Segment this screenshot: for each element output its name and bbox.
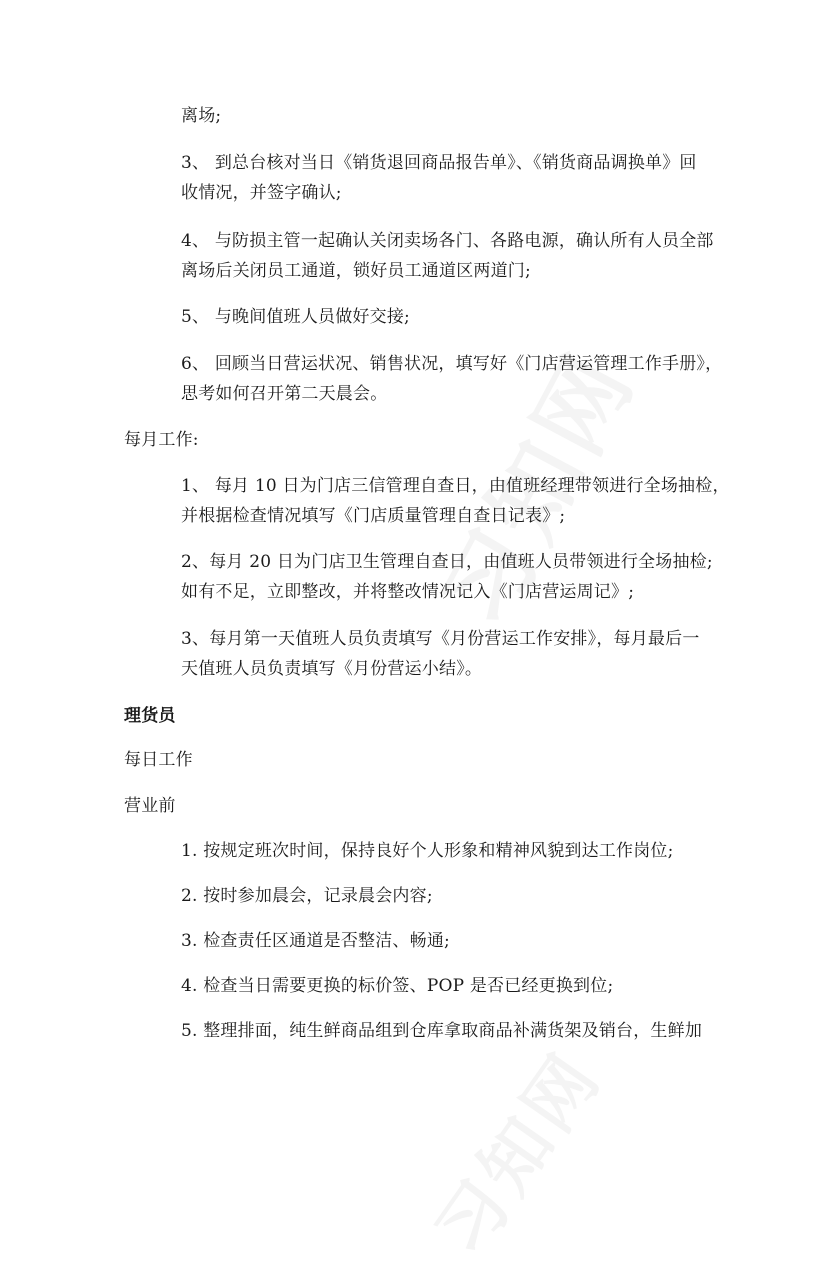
text-line: 3、每月第一天值班人员负责填写《月份营运工作安排》，每月最后一 [181, 629, 700, 649]
text-line: 4、 与防损主管一起确认关闭卖场各门、各路电源，确认所有人员全部 [181, 231, 714, 251]
list-item: 3. 检查责任区通道是否整洁、畅通; [181, 931, 450, 951]
text-line: 收情况，并签字确认; [181, 183, 342, 203]
text-line: 3、 到总台核对当日《销货退回商品报告单》、《销货商品调换单》回 [181, 153, 697, 173]
text-line: 并根据检查情况填写《门店质量管理自查日记表》; [181, 506, 566, 526]
text-line: 天值班人员负责填写《月份营运小结》。 [181, 659, 483, 679]
role-heading: 理货员 [124, 706, 176, 726]
list-item: 2. 按时参加晨会，记录晨会内容; [181, 886, 433, 906]
section-heading: 每日工作 [124, 750, 193, 770]
list-item: 5. 整理排面，纯生鲜商品组到仓库拿取商品补满货架及销台，生鲜加 [181, 1021, 703, 1041]
text-line: 5、 与晚间值班人员做好交接; [181, 307, 410, 327]
list-item: 1. 按规定班次时间，保持良好个人形象和精神风貌到达工作岗位; [181, 841, 674, 861]
text-line: 6、 回顾当日营运状况、销售状况，填写好《门店营运管理工作手册》， [181, 354, 723, 374]
section-heading: 每月工作: [124, 430, 199, 450]
text-line: 1、 每月 10 日为门店三信管理自查日，由值班经理带领进行全场抽检， [181, 476, 730, 496]
section-heading: 营业前 [124, 796, 176, 816]
text-line: 如有不足，立即整改，并将整改情况记入《门店营运周记》; [181, 582, 635, 602]
text-line: 思考如何召开第二天晨会。 [181, 384, 388, 404]
list-item: 4. 检查当日需要更换的标价签、POP 是否已经更换到位; [181, 976, 614, 996]
watermark [407, 1028, 621, 1273]
text-line: 2、每月 20 日为门店卫生管理自查日，由值班人员带领进行全场抽检; [181, 552, 713, 572]
text-line: 离场; [181, 106, 222, 126]
text-line: 离场后关闭员工通道，锁好员工通道区两道门; [181, 261, 531, 281]
